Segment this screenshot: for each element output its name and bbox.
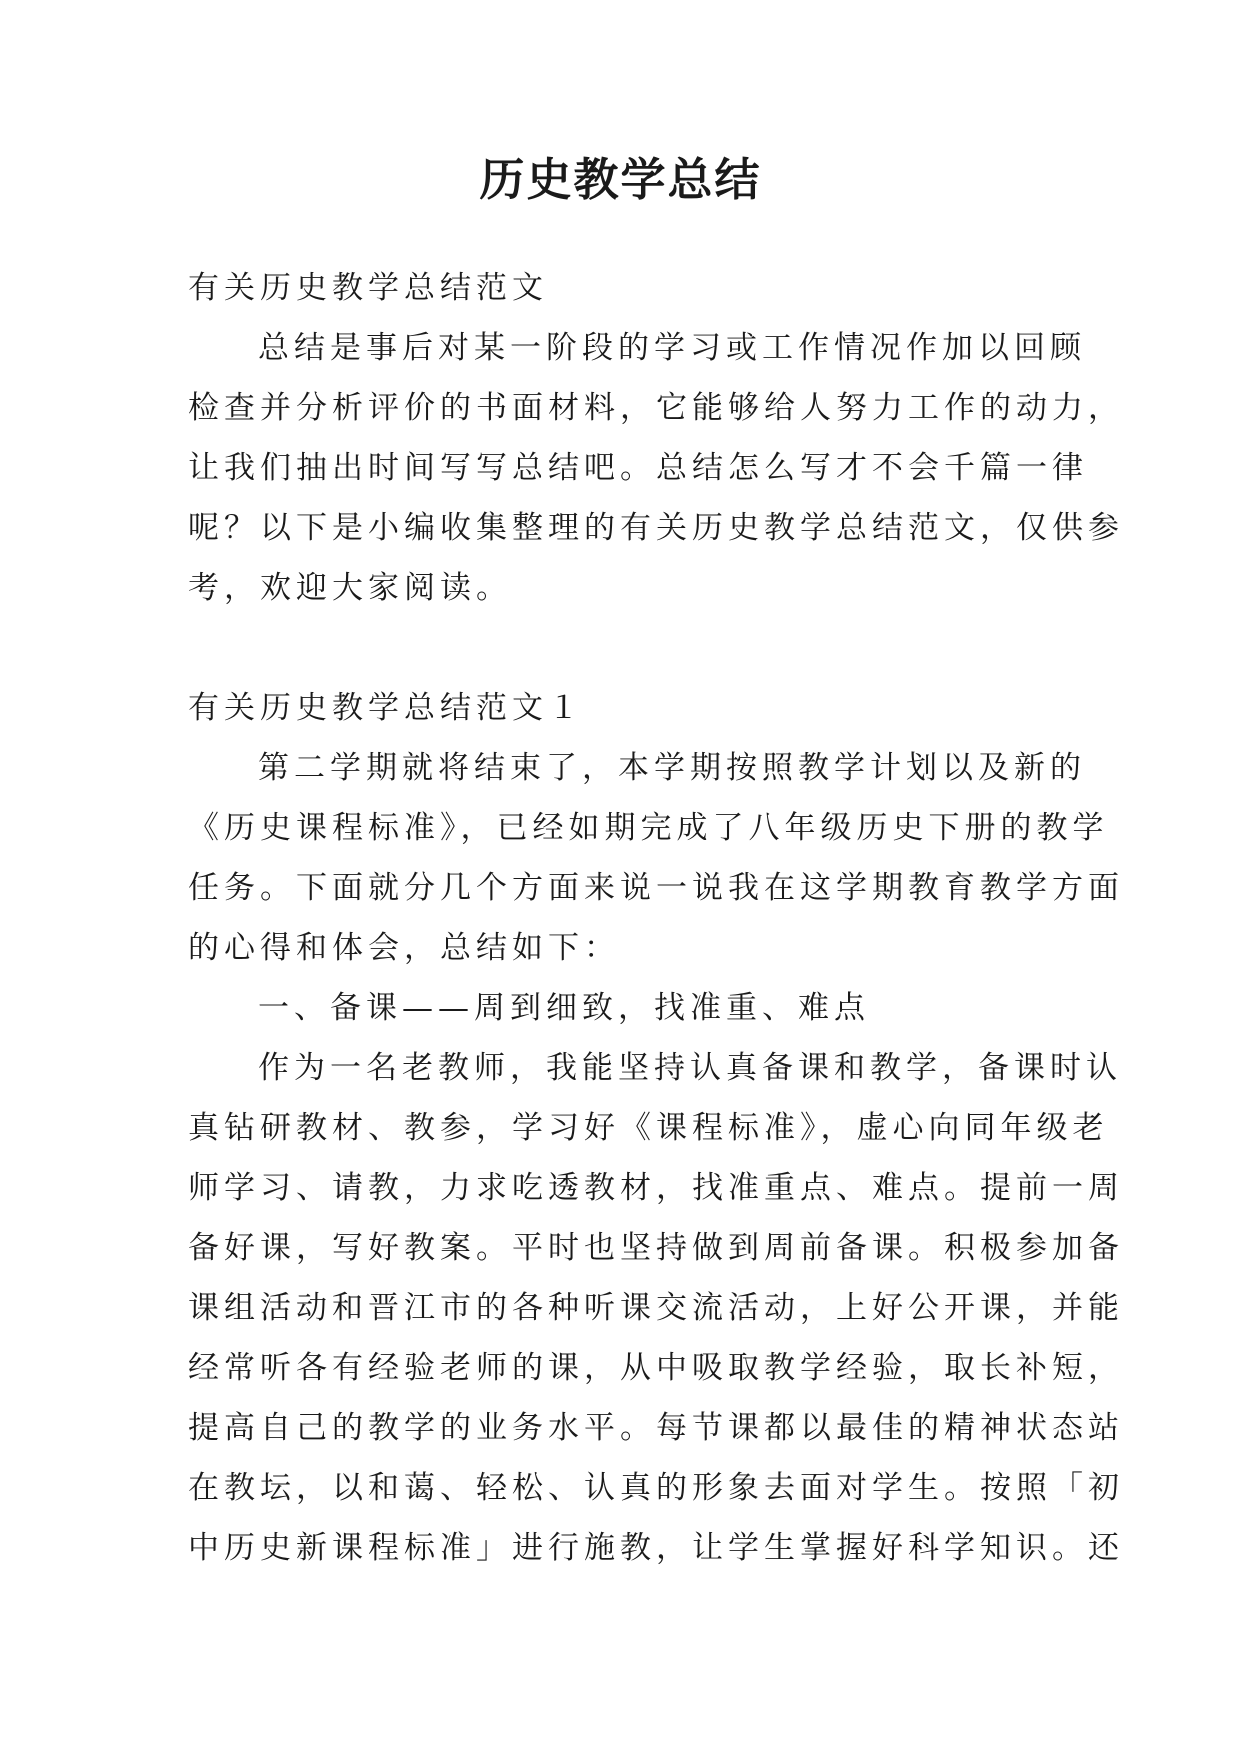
- section-spacer: [188, 618, 1053, 678]
- paragraph-line: 经常听各有经验老师的课，从中吸取教学经验，取长补短，: [188, 1350, 1124, 1386]
- paragraph-line: 呢？以下是小编收集整理的有关历史教学总结范文，仅供参: [188, 510, 1124, 546]
- subheading: 一、备课——周到细致，找准重、难点: [258, 990, 870, 1026]
- paragraph-line: 提高自己的教学的业务水平。每节课都以最佳的精神状态站: [188, 1410, 1124, 1446]
- paragraph-line: 真钻研教材、教参，学习好《课程标准》，虚心向同年级老: [188, 1110, 1109, 1146]
- section-heading: 有关历史教学总结范文: [188, 270, 548, 306]
- paragraph-line: 任务。下面就分几个方面来说一说我在这学期教育教学方面: [188, 870, 1124, 906]
- document-title: 历史教学总结: [479, 153, 762, 206]
- document-body: [188, 258, 1124, 1578]
- paragraph-line: 考，欢迎大家阅读。: [188, 570, 512, 606]
- paragraph-line: 师学习、请教，力求吃透教材，找准重点、难点。提前一周: [188, 1170, 1124, 1206]
- paragraph-line: 中历史新课程标准」进行施教，让学生掌握好科学知识。还: [188, 1530, 1124, 1566]
- paragraph-line: 在教坛，以和蔼、轻松、认真的形象去面对学生。按照「初: [188, 1470, 1124, 1506]
- paragraph-line: 检查并分析评价的书面材料，它能够给人努力工作的动力，: [188, 390, 1124, 426]
- paragraph-line: 第二学期就将结束了，本学期按照教学计划以及新的: [258, 750, 1086, 786]
- paragraph-line: 的心得和体会，总结如下：: [188, 930, 620, 966]
- paragraph-line: 备好课，写好教案。平时也坚持做到周前备课。积极参加备: [188, 1230, 1124, 1266]
- paragraph-line: 让我们抽出时间写写总结吧。总结怎么写才不会千篇一律: [188, 450, 1088, 486]
- paragraph-line: 总结是事后对某一阶段的学习或工作情况作加以回顾: [258, 330, 1086, 366]
- paragraph-line: 《历史课程标准》，已经如期完成了八年级历史下册的教学: [188, 810, 1109, 846]
- paragraph-line: 作为一名老教师，我能坚持认真备课和教学，备课时认: [258, 1050, 1122, 1086]
- section-heading: 有关历史教学总结范文１: [188, 690, 584, 726]
- paragraph-line: 课组活动和晋江市的各种听课交流活动，上好公开课，并能: [188, 1290, 1124, 1326]
